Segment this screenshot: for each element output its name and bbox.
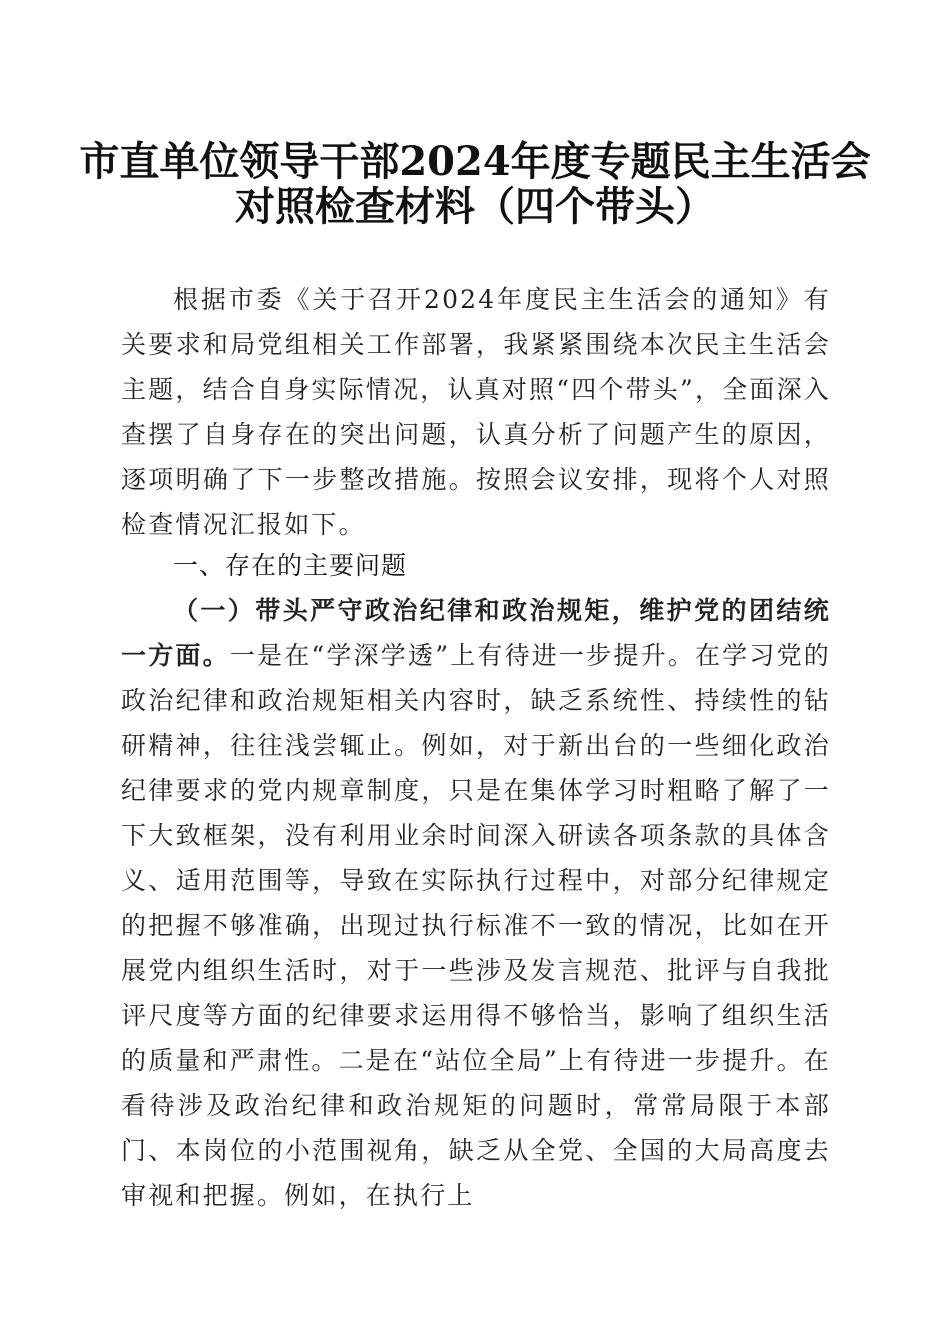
intro-paragraph: 根据市委《关于召开2024年度民主生活会的通知》有关要求和局党组相关工作部署，我紧紧围绕本次民主生活会主题，结合自身实际情况，认真对照“四个带头”，全面深入查摆了自身存在的突出问题，认真分析了问题产生的原因，逐项明确了下一步整改措施。按照会议安排，现将个人对照检查情况汇报如下。 xyxy=(121,285,831,539)
subsection-paragraph-1 xyxy=(121,588,831,1218)
section-heading-problems: 一、存在的主要问题 xyxy=(173,551,408,580)
subsection-1-lead: （一）带头严守政治纪律和政治规矩，维护党的团结统一方面。 xyxy=(121,596,831,670)
document-title-line-2: 对照检查材料（四个带头） xyxy=(235,183,715,230)
document-title-line-1: 市直单位领导干部2024年度专题民主生活会 xyxy=(79,138,871,185)
subsection-1-body: 一是在“学深学透”上有待进一步提升。在学习党的政治纪律和政治规矩相关内容时，缺乏系统性、持续性的钻研精神，往往浅尝辄止。例如，对于新出台的一些细化政治纪律要求的党内规章制度，只是在集体学习时粗略了解了一下大致框架，没有利用业余时间深入研读各项条款的具体含义、适用范围等，导致在实际执行过程中，对部分纪律规定的把握不够准确，出现过执行标准不一致的情况，比如在开展党内组织生活时，对于一些涉及发言规范、批评与自我批评尺度等方面的纪律要求运用得不够恰当，影响了组织生活的质量和严肃性。二是在“站位全局”上有待进一步提升。在看待涉及政治纪律和政治规矩的问题时，常常局限于本部门、本岗位的小范围视角，缺乏从全党、全国的大局高度去审视和把握。例如，在执行上 xyxy=(121,641,831,1210)
